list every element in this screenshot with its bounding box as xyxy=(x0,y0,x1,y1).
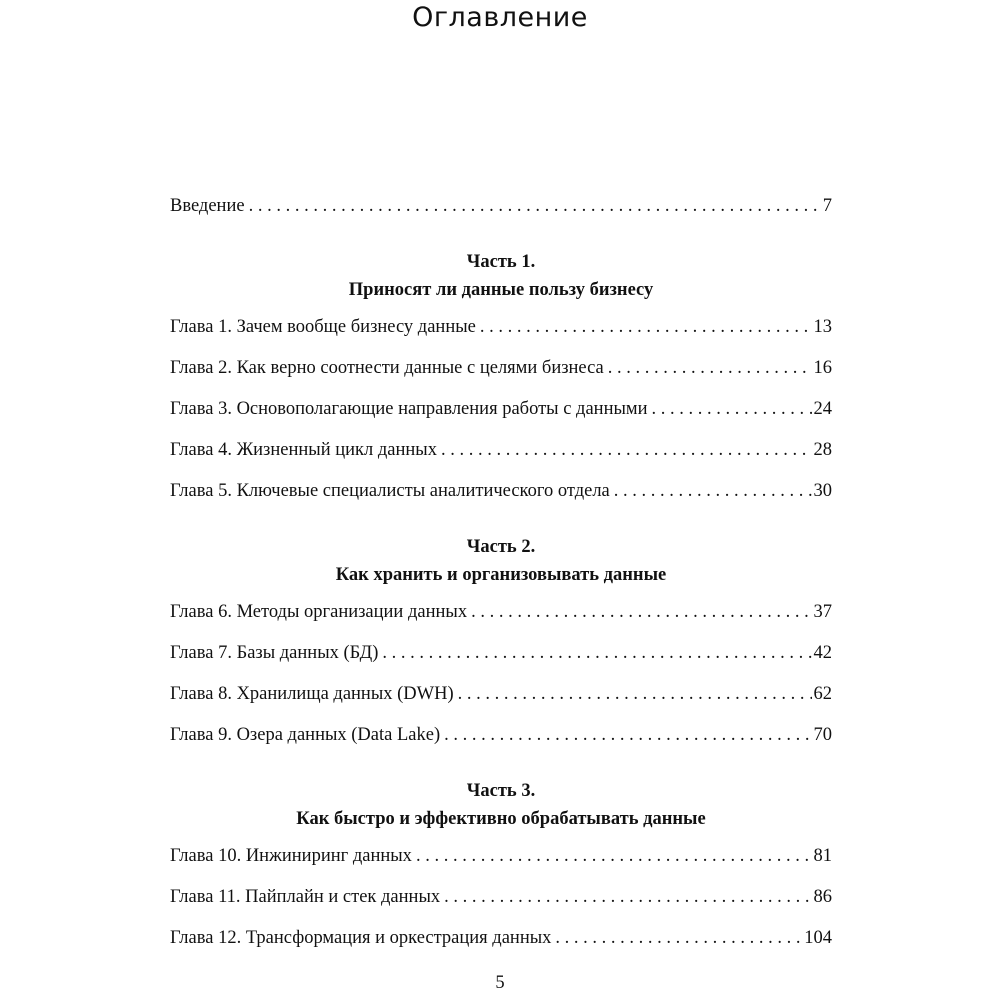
toc-entry-page: 70 xyxy=(813,725,832,745)
toc-entry-page: 7 xyxy=(822,196,832,216)
toc-entry-label: Глава 5. Ключевые специалисты аналитического отдела xyxy=(170,481,610,501)
part-heading-1 xyxy=(170,248,832,304)
part-name: Как быстро и эффективно обрабатывать данные xyxy=(296,809,706,829)
toc-entry-label: Глава 11. Пайплайн и стек данных xyxy=(170,887,441,907)
toc-entry-chapter-8[interactable] xyxy=(170,684,832,712)
toc-entry-chapter-2[interactable] xyxy=(170,358,832,386)
toc-entry-intro[interactable] xyxy=(170,196,832,224)
toc-entry-label: Глава 2. Как верно соотнести данные с целями бизнеса xyxy=(170,358,604,378)
toc-entry-label: Глава 12. Трансформация и оркестрация данных xyxy=(170,928,552,948)
part-number: Часть 2. xyxy=(466,537,536,557)
part-heading-3 xyxy=(170,777,832,833)
toc-entry-page: 104 xyxy=(804,928,832,948)
dot-leader xyxy=(652,399,812,420)
dot-leader xyxy=(480,317,812,338)
toc-entry-page: 86 xyxy=(813,887,832,907)
toc-entry-chapter-12[interactable] xyxy=(170,928,832,956)
dot-leader xyxy=(382,643,811,664)
table-of-contents xyxy=(170,196,832,956)
toc-entry-chapter-4[interactable] xyxy=(170,440,832,468)
dot-leader xyxy=(471,602,811,623)
toc-entry-label: Глава 6. Методы организации данных xyxy=(170,602,468,622)
toc-entry-page: 16 xyxy=(813,358,832,378)
dot-leader xyxy=(608,358,812,379)
part-heading-2 xyxy=(170,533,832,589)
toc-entry-label: Глава 10. Инжиниринг данных xyxy=(170,846,412,866)
toc-entry-page: 24 xyxy=(813,399,832,419)
toc-entry-chapter-1[interactable] xyxy=(170,317,832,345)
toc-entry-chapter-11[interactable] xyxy=(170,887,832,915)
toc-entry-page: 81 xyxy=(813,846,832,866)
toc-entry-page: 28 xyxy=(813,440,832,460)
part-name: Приносят ли данные пользу бизнесу xyxy=(348,280,654,300)
dot-leader xyxy=(555,928,802,949)
part-name: Как хранить и организовывать данные xyxy=(335,565,667,585)
toc-entry-label: Глава 4. Жизненный цикл данных xyxy=(170,440,437,460)
dot-leader xyxy=(441,440,812,461)
toc-entry-label: Глава 1. Зачем вообще бизнесу данные xyxy=(170,317,476,337)
dot-leader xyxy=(458,684,812,705)
toc-entry-chapter-9[interactable] xyxy=(170,725,832,753)
toc-entry-chapter-3[interactable] xyxy=(170,399,832,427)
toc-entry-page: 13 xyxy=(813,317,832,337)
toc-entry-label: Глава 9. Озера данных (Data Lake) xyxy=(170,725,441,745)
toc-entry-chapter-6[interactable] xyxy=(170,602,832,630)
toc-entry-chapter-7[interactable] xyxy=(170,643,832,671)
toc-entry-page: 30 xyxy=(813,481,832,501)
part-number: Часть 1. xyxy=(466,252,536,272)
toc-entry-page: 37 xyxy=(813,602,832,622)
toc-entry-label: Глава 8. Хранилища данных (DWH) xyxy=(170,684,454,704)
dot-leader xyxy=(444,725,811,746)
page-title: Оглавление xyxy=(412,2,588,33)
toc-entry-page: 62 xyxy=(813,684,832,704)
toc-entry-label: Введение xyxy=(170,196,245,216)
toc-entry-label: Глава 7. Базы данных (БД) xyxy=(170,643,379,663)
toc-entry-chapter-10[interactable] xyxy=(170,846,832,874)
dot-leader xyxy=(444,887,811,908)
toc-entry-page: 42 xyxy=(813,643,832,663)
page-number: 5 xyxy=(495,973,505,993)
dot-leader xyxy=(249,196,821,217)
dot-leader xyxy=(416,846,812,867)
dot-leader xyxy=(614,481,812,502)
toc-entry-label: Глава 3. Основополагающие направления работы с данными xyxy=(170,399,648,419)
toc-entry-chapter-5[interactable] xyxy=(170,481,832,509)
part-number: Часть 3. xyxy=(466,781,536,801)
